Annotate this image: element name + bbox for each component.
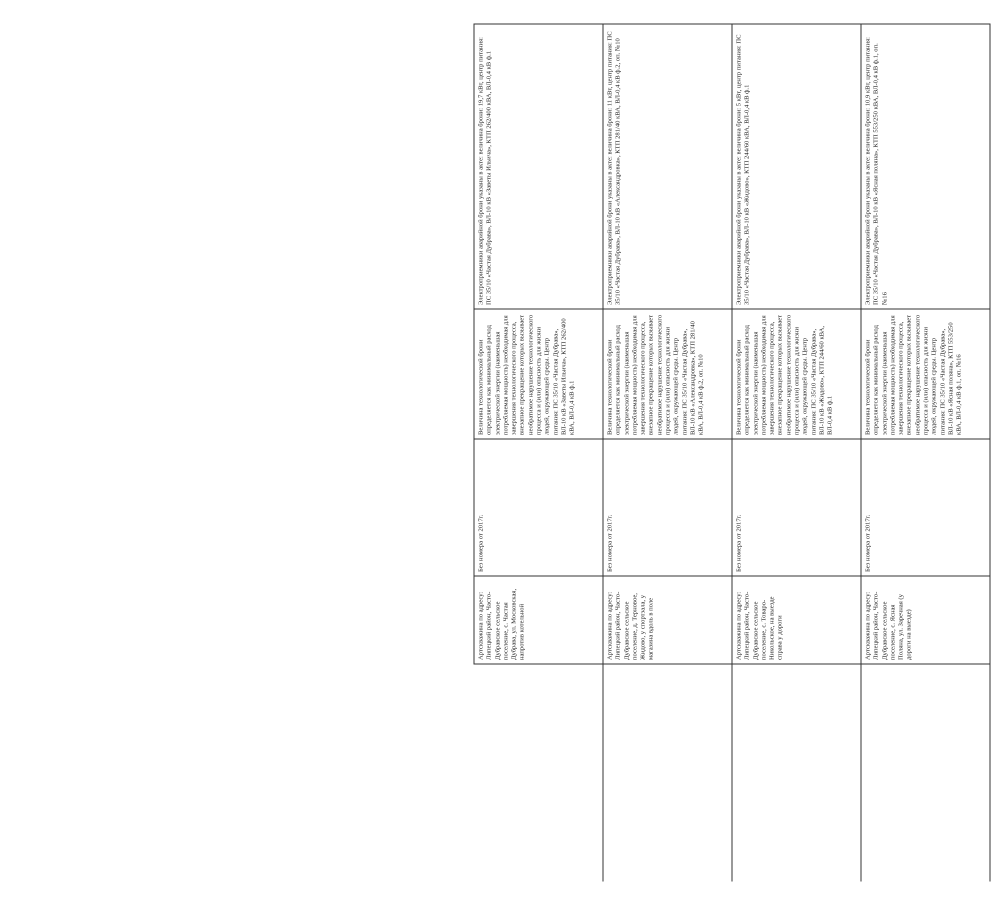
address-cell: Артскважина по адресу: Липецкий район, Частo-Дубравское сельское поселение, с. Частая Дубрава, ул. Московская, напротив котельной: [474, 577, 603, 665]
document-number-cell: Без номера от 2017г.: [861, 440, 990, 577]
address-cell: Артскважина по адресу: Липецкий район, Частo-Дубравское сельское поселение, с. Ясная Поляна, ул. Заречная (у дороги на выезде): [861, 577, 990, 665]
table-row: [603, 25, 732, 882]
rotated-table-page: [474, 25, 990, 882]
empty-cell: [861, 665, 990, 760]
empty-cell: [474, 760, 603, 882]
table-row: [861, 25, 990, 882]
empty-cell: [732, 665, 861, 760]
address-cell: Артскважина по адресу: Липецкий район, Частo-Дубравское сельское поселение, д. Терновое, Жидово, у спортзала, у магазина вдоль в поле: [603, 577, 732, 665]
document-number-cell: Без номера от 2017г.: [474, 440, 603, 577]
emergency-reserve-table: [474, 24, 991, 882]
justification-cell: Величина технологической брони определяется как минимальный расход электрической энергии (наименьшая потребляемая мощность) необходимая для завершения технологического процесса, внезапное прекращение которых вызывает необратимое нарушение технологического процесса и (или) опасность для жизни людей, окружающей среды. Центр питания: ПС 35/10 «Частая Дубрава», ВЛ-10 кВ «Александровка», КТП 281/40 кВА, ВЛ-0,4 кВ ф.2, оп. №10: [603, 310, 732, 440]
empty-cell: [732, 760, 861, 882]
justification-cell: Величина технологической брони определяется как минимальный расход электрической энергии (наименьшая потребляемая мощность) необходимая для завершения технологического процесса, внезапное прекращение которых вызывает необратимое нарушение технологического процесса и (или) опасность для жизни людей, окружающей среды. Центр питания: ПС 35/10 «Частая Дубрава», ВЛ-10 кВ «Ясная поляна», КТП 553/250 кВА, ВЛ-0,4 кВ ф.1, оп. №16: [861, 310, 990, 440]
empty-cell: [603, 760, 732, 882]
empty-cell: [474, 665, 603, 760]
emergency-reserve-cell: Электроприемники аварийной брони указаны в акте: величина брони: 11 кВт, центр питания: ПС 35/10 «Частая Дубрава», ВЛ-10 кВ «Александровка», КТП 281/40 кВА, ВЛ-0,4 кВ ф.2, оп. №10: [603, 25, 732, 310]
empty-cell: [603, 665, 732, 760]
justification-cell: Величина технологической брони определяется как минимальный расход электрической энергии (наименьшая потребляемая мощность) необходимая для завершения технологического процесса, внезапное прекращение которых вызывает необратимое нарушение технологического процесса и (или) опасность для жизни людей, окружающей среды. Центр питания: ПС 35/10 «Частая Дубрава», ВЛ-10 кВ «Жидово», КТП 244/60 кВА, ВЛ-0,4 кВ ф.1: [732, 310, 861, 440]
table-row: [732, 25, 861, 882]
emergency-reserve-cell: Электроприемники аварийной брони указаны в акте: величина брони: 19,7 кВт, центр питания: ПС 35/10 «Частая Дубрава», ВЛ-10 кВ «Заветы Ильича», КТП 262/400 кВА, ВЛ-0,4 кВ ф.1: [474, 25, 603, 310]
document-number-cell: Без номера от 2017г.: [603, 440, 732, 577]
emergency-reserve-cell: Электроприемники аварийной брони указаны в акте: величина брони: 5 кВт, центр питания: ПС 35/10 «Частая Дубрава», ВЛ-10 кВ «Жидово», КТП 244/60 кВА, ВЛ-0,4 кВ ф.1: [732, 25, 861, 310]
document-number-cell: Без номера от 2017г.: [732, 440, 861, 577]
justification-cell: Величина технологической брони определяется как минимальный расход электрической энергии (наименьшая потребляемая мощность) необходимая для завершения технологического процесса, внезапное прекращение которых вызывает необратимое нарушение технологического процесса и (или) опасность для жизни людей, окружающей среды. Центр питания: ПС 35/10 «Частая Дубрава», ВЛ-10 кВ «Заветы Ильича», КТП 262/400 кВА, ВЛ-0,4 кВ ф.1: [474, 310, 603, 440]
emergency-reserve-cell: Электроприемники аварийной брони указаны в акте: величина брони: 10,9 кВт, центр питания: ПС 35/10 «Частая Дубрава», ВЛ-10 кВ «Ясная поляна», КТП 553/250 кВА, ВЛ-0,4 кВ ф.1, оп. №16: [861, 25, 990, 310]
address-cell: Артскважина по адресу: Липецкий район, Частo-Дубравское сельское поселение, с. Товаро-Никольское, на выезде справа у дороги: [732, 577, 861, 665]
empty-cell: [861, 760, 990, 882]
table-row: [474, 25, 603, 882]
